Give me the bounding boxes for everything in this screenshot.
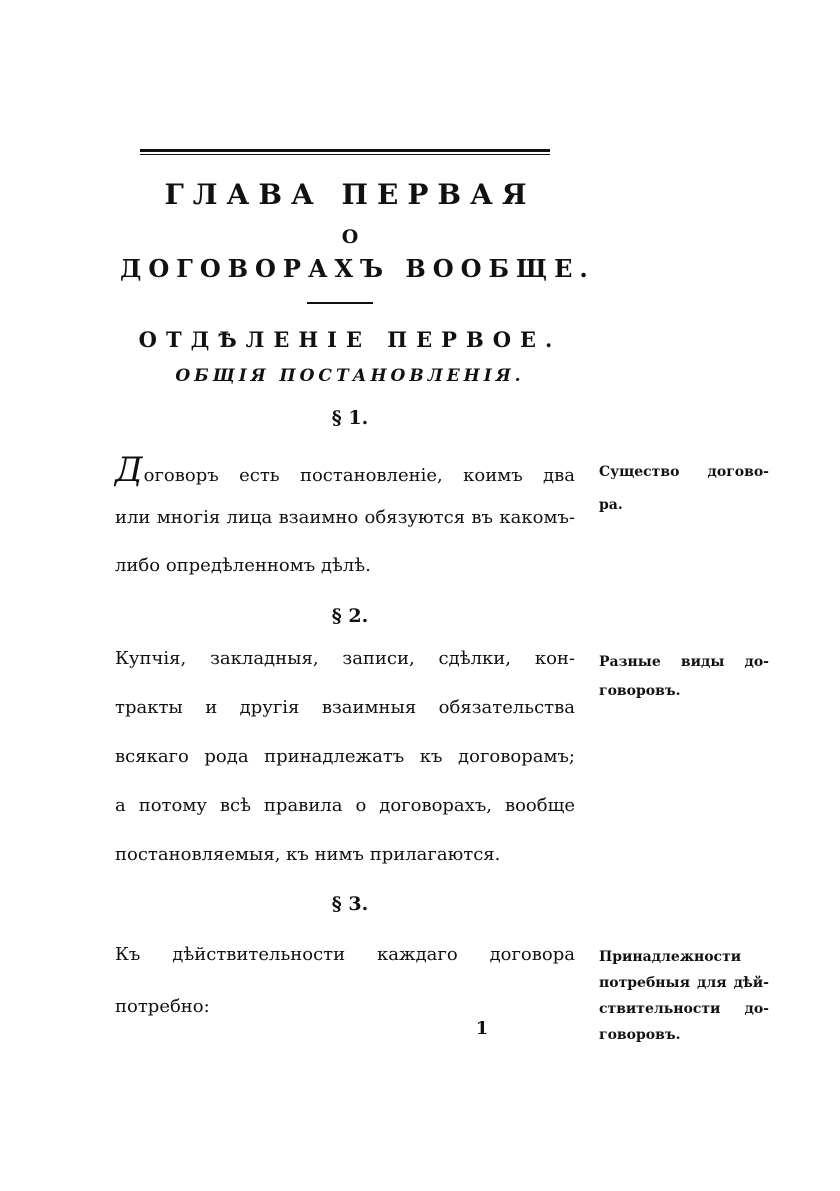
paragraph-2-line-4: а потому всѣ правила о договорахъ, вообще — [115, 795, 575, 816]
paragraph-3-line-1: Къ дѣйствительности каждаго договора — [115, 944, 575, 965]
chapter-preposition: О — [341, 226, 359, 248]
margin-note-1-line-1: Существо догово- — [599, 464, 769, 480]
margin-note-3-line-2: потребныя для дѣй- — [599, 975, 769, 991]
paragraph-1-line-1-text: оговоръ есть постановленіе, коимъ два — [143, 465, 575, 486]
chapter-title: ГЛАВА ПЕРВАЯ — [164, 178, 536, 211]
paragraph-2-line-2: тракты и другія взаимныя обязательства — [115, 697, 575, 718]
paragraph-3-line-2: потребно: — [115, 996, 210, 1017]
paragraph-2-line-3: всякаго рода принадлежатъ къ договорамъ; — [115, 746, 575, 767]
paragraph-2-line-5: постановляемыя, къ нимъ прилагаются. — [115, 844, 501, 865]
paragraph-1-line-3: либо опредѣленномъ дѣлѣ. — [115, 555, 371, 576]
top-rule — [140, 149, 550, 152]
paragraph-2-line-1: Купчія, закладныя, записи, сдѣлки, кон- — [115, 648, 575, 669]
drop-cap: Д — [115, 450, 143, 490]
margin-note-3-line-3: ствительности до- — [599, 1001, 769, 1017]
page-number: 1 — [475, 1018, 489, 1039]
margin-note-2-line-2: говоровъ. — [599, 683, 681, 699]
paragraph-1-line-1 — [115, 450, 575, 490]
paragraph-sign-2: § 2. — [331, 605, 369, 627]
margin-note-3-line-4: говоровъ. — [599, 1027, 681, 1043]
paragraph-1-line-2: или многія лица взаимно обязуются въ какомъ- — [115, 507, 575, 528]
chapter-subject: ДОГОВОРАХЪ ВООБЩЕ. — [120, 254, 595, 283]
paragraph-sign-3: § 3. — [331, 893, 369, 915]
margin-note-1-line-2: ра. — [599, 497, 623, 513]
paragraph-sign-1: § 1. — [331, 407, 369, 429]
margin-note-2-line-1: Разные виды до- — [599, 654, 769, 670]
section-title: ОТДѢЛЕНІЕ ПЕРВОЕ. — [138, 327, 562, 352]
chapter-divider — [307, 302, 373, 304]
margin-note-3-line-1: Принадлежности — [599, 949, 742, 965]
section-subtitle: ОБЩІЯ ПОСТАНОВЛЕНІЯ. — [175, 366, 525, 386]
